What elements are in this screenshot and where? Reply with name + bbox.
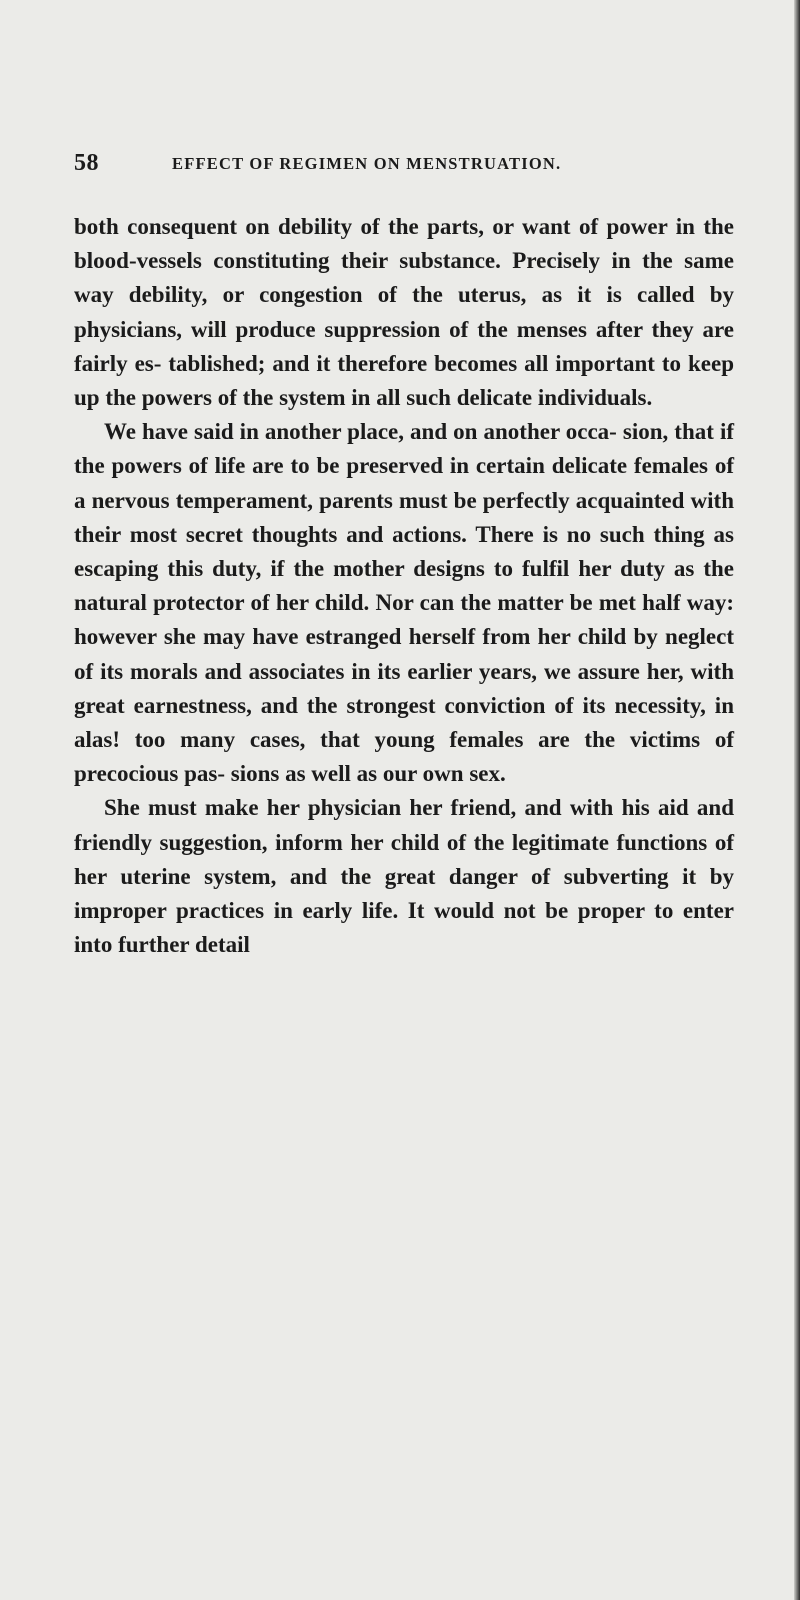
page-edge-shadow [794, 0, 800, 1600]
paragraph-physician-friend: She must make her physician her friend, and with his aid and friendly suggestion, inform her child of the legitimate functions of her uterine system, and the great danger of subverting it by improper practices in early life. It would not be proper to enter into further detail [74, 795, 734, 958]
body-text [74, 210, 734, 962]
paragraph-continuation: both consequent on debility of the parts, or want of power in the blood-vessels constituting their substance. Precisely in the same way debility, or congestion of the uterus, as it is called by physicians, will produce suppression of the menses after they are fairly es- tablished; and it therefore becomes all important to keep up the powers of the system in all such delicate individuals. [74, 214, 734, 411]
page-number: 58 [74, 150, 99, 176]
running-title: EFFECT OF REGIMEN ON MENSTRUATION. [172, 154, 562, 173]
running-head [74, 150, 744, 180]
paragraph-mother-duty: We have said in another place, and on another occa- sion, that if the powers of life are to be preserved in certain delicate females of a nervous temperament, parents must be perfectly acquainted with their most secret thoughts and actions. There is no such thing as escaping this duty, if the mother designs to fulfil her duty as the natural protector of her child. Nor can the matter be met half way: however she may have estranged herself from her child by neglect of its morals and associates in its earlier years, we assure her, with great earnestness, and the strongest conviction of its necessity, in alas! too many cases, that young females are the victims of precocious pas- sions as well as our own sex. [74, 419, 734, 787]
